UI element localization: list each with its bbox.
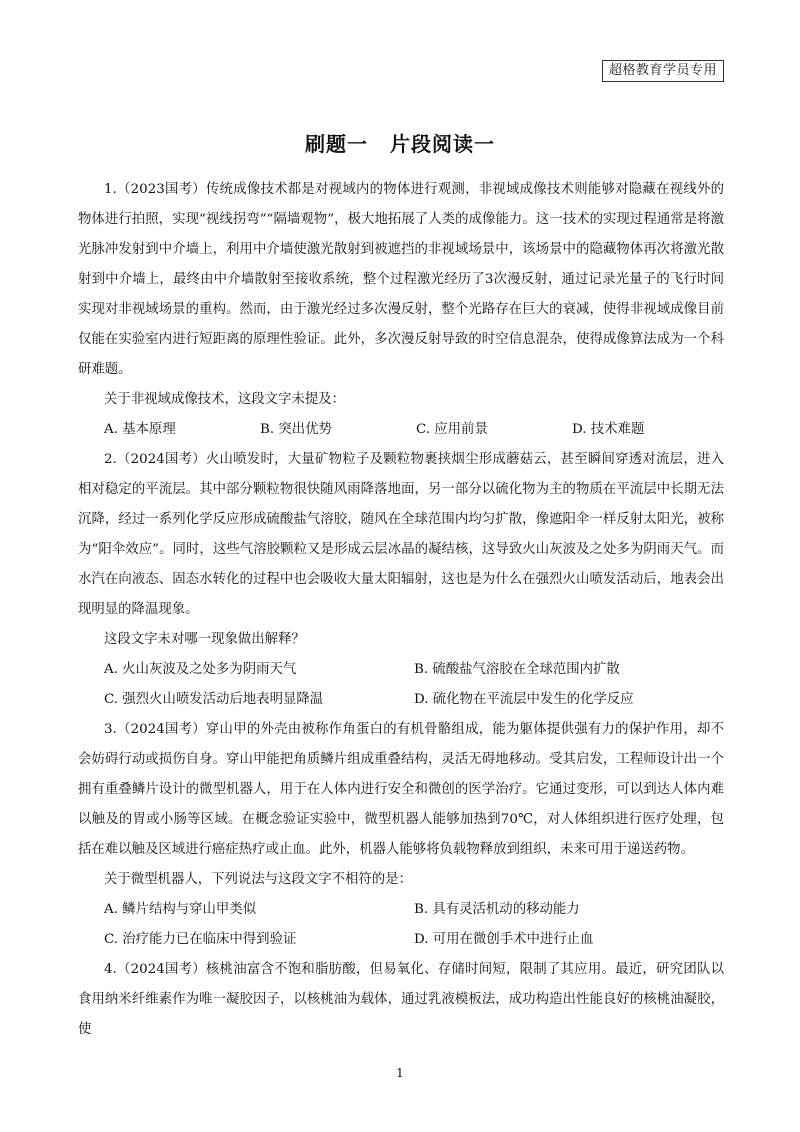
question-3-passage: 3.（2024国考）穿山甲的外壳由被称作角蛋白的有机骨骼组成，能为躯体提供强有力的保护作用，却不会妨碍行动或损伤自身。穿山甲能把角质鳞片组成重叠结构，灵活无碍地移动。受其启发，工程师设计出一个拥有重叠鳞片设计的微型机器人，用于在人体内进行安全和微创的医学治疗。它通过变形，可以到达人体内难以触及的胃或小肠等区域。在概念验证实验中，微型机器人能够加热到70℃，对人体组织进行医疗处理，包括在难以触及区域进行癌症热疗或止血。此外，机器人能够将负载物释放到组织，未来可用于递送药物。 [78,722,724,857]
question-1-passage: 1.（2023国考）传统成像技术都是对视域内的物体进行观测，非视域成像技术则能够对隐藏在视线外的物体进行拍照，实现“视线拐弯”“隔墙观物”，极大地拓展了人类的成像能力。这一技术的实现过程通常是将激光脉冲发射到中介墙上，利用中介墙使激光散射到被遮挡的非视域场景中，该场景中的隐藏物体再次将激光散射到中介墙上，最终由中介墙散射至接收系统，整个过程激光经历了3次漫反射，通过记录光量子的飞行时间实现对非视域场景的重构。然而，由于激光经过多次漫反射，整个光路存在巨大的衰减，使得非视域成像目前仅能在实验室内进行短距离的原理性验证。此外，多次漫反射导致的时空信息混杂，使得成像算法成为一个科研难题。 [78,182,724,377]
question-2-option-b[interactable]: B. 硫酸盐气溶胶在全球范围内扩散 [414,662,620,677]
title-part-1: 刷题一 [305,132,368,156]
question-1-option-a[interactable]: A. 基本原理 [104,422,176,437]
question-3-options [78,895,724,955]
question-1-option-d[interactable]: D. 技术难题 [572,422,645,437]
page-number: 1 [396,1066,404,1080]
question-2-passage: 2.（2024国考）火山喷发时，大量矿物粒子及颗粒物裹挟烟尘形成蘑菇云，甚至瞬间穿透对流层，进入相对稳定的平流层。其中部分颗粒物很快随风雨降落地面，另一部分以硫化物为主的物质在平流层中长期无法沉降，经过一系列化学反应形成硫酸盐气溶胶，随风在全球范围内均匀扩散，像遮阳伞一样反射太阳光，被称为“阳伞效应”。同时，这些气溶胶颗粒又是形成云层冰晶的凝结核，这导致火山灰波及之处多为阴雨天气。而水汽在向液态、固态水转化的过程中也会吸收大量太阳辐射，这也是为什么在强烈火山喷发活动后，地表会出现明显的降温现象。 [78,452,724,617]
watermark-badge: 超格教育学员专用 [602,60,724,82]
question-1-options [78,415,724,445]
question-2-stem: 这段文字未对哪一现象做出解释？ [104,632,305,647]
title-part-2: 片段阅读一 [390,132,495,156]
question-1-option-c[interactable]: C. 应用前景 [416,422,488,437]
question-2-option-c[interactable]: C. 强烈火山喷发活动后地表明显降温 [104,692,324,707]
question-2-options [78,655,724,715]
question-3-stem: 关于微型机器人，下列说法与这段文字不相符的是： [104,872,412,887]
page-title [0,128,800,157]
question-2-option-d[interactable]: D. 硫化物在平流层中发生的化学反应 [414,692,634,707]
question-3-option-d[interactable]: D. 可用在微创手术中进行止血 [414,932,594,947]
question-2-option-a[interactable]: A. 火山灰波及之处多为阴雨天气 [104,662,297,677]
question-list [78,175,724,1045]
question-3-option-b[interactable]: B. 具有灵活机动的移动能力 [414,902,580,917]
question-4-passage: 4.（2024国考）核桃油富含不饱和脂肪酸，但易氧化、存储时间短，限制了其应用。最近，研究团队以食用纳米纤维素作为唯一凝胶因子，以核桃油为载体，通过乳液模板法，成功构造出性能良好的核桃油凝胶，使 [78,962,724,1037]
question-1-option-b[interactable]: B. 突出优势 [260,422,332,437]
question-3-option-a[interactable]: A. 鳞片结构与穿山甲类似 [104,902,257,917]
question-3-option-c[interactable]: C. 治疗能力已在临床中得到验证 [104,932,297,947]
question-1-stem: 关于非视域成像技术，这段文字未提及： [104,392,346,407]
